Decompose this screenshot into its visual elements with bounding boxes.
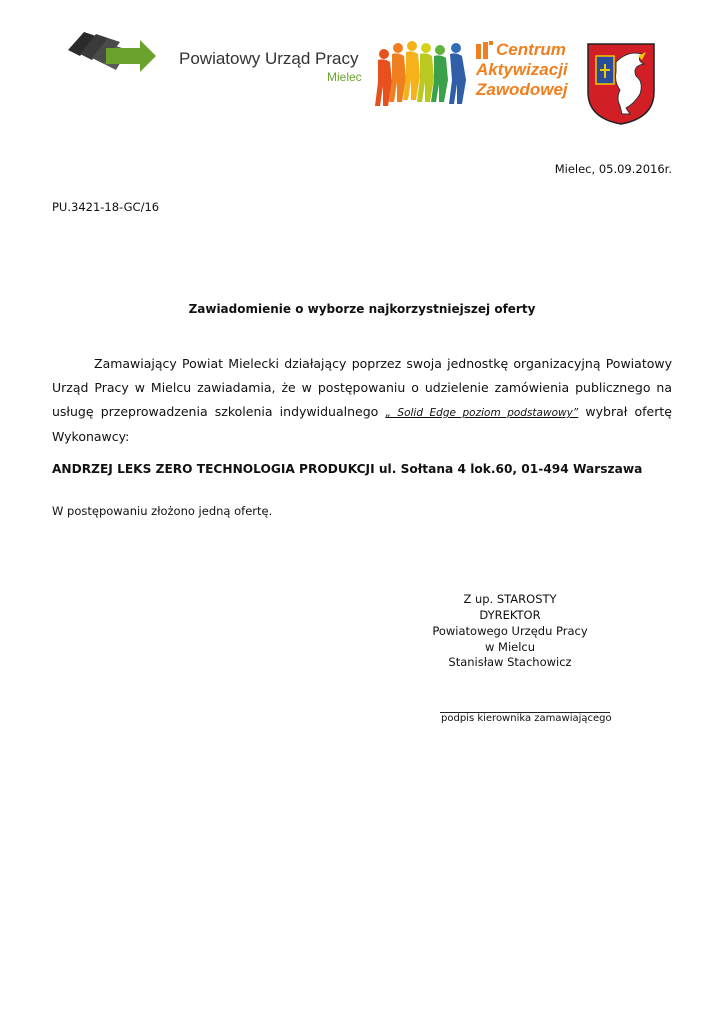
reference-number: PU.3421-18-GC/16: [52, 200, 160, 214]
office-name: Powiatowy Urząd Pracy: [179, 49, 359, 68]
signatory-name: Stanisław Stachowicz: [448, 655, 572, 669]
caz-line-2: Aktywizacji: [476, 60, 568, 79]
body-text-part2: wybrał ofertę Wykonawcy:: [52, 404, 672, 444]
contractor-name: ANDRZEJ LEKS ZERO TECHNOLOGIA PRODUKCJI ul. Sołtana 4 lok.60, 01-494 Warszawa: [52, 462, 643, 476]
caz-logo-text: [476, 40, 576, 100]
offer-note: W postępowaniu złożono jedną ofertę.: [52, 504, 273, 518]
body-text-part1: Zamawiający Powiat Mielecki działający poprzez swoja jednostkę organizacyjną Powiatowy Urząd Pracy w Mielcu zawiadamia, że w postępowaniu o udzielenie zamówienia publicznego na usługę przeprowadzenia szkolenia indywidualnego: [52, 356, 672, 419]
signature-line-4: w Mielcu: [484, 640, 536, 654]
training-name: „ Solid Edge poziom podstawowy”: [385, 407, 579, 419]
signature-line-2: DYREKTOR: [479, 608, 541, 622]
coat-of-arms-icon: [586, 42, 656, 126]
office-city: Mielec: [327, 70, 362, 84]
signature-line-1: Z up. STAROSTY: [463, 592, 557, 606]
letter-body: [52, 352, 672, 449]
place-date: Mielec, 05.09.2016r.: [554, 162, 672, 176]
signature-line-3: Powiatowego Urzędu Pracy: [432, 624, 588, 638]
signature-caption: podpis kierownika zamawiającego: [441, 713, 612, 724]
people-silhouettes-logo: [374, 38, 472, 108]
document-title: Zawiadomienie o wyborze najkorzystniejszej oferty: [188, 302, 536, 316]
pup-logo: [66, 28, 158, 74]
caz-line-1: Centrum: [496, 40, 566, 59]
signature-block: [410, 591, 610, 655]
caz-line-3: Zawodowej: [476, 80, 568, 99]
